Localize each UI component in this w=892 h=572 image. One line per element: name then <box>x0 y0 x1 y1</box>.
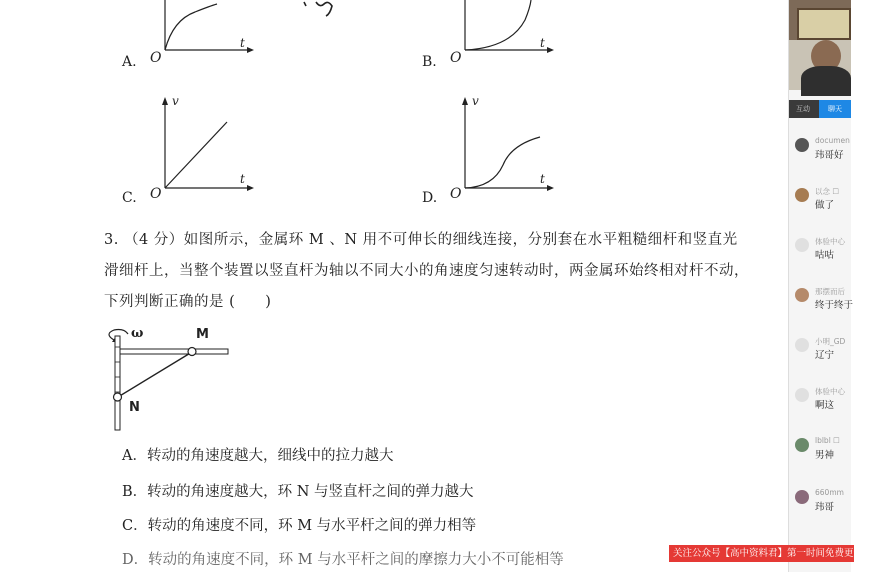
chat-message <box>791 234 851 274</box>
graph-d-label: D. <box>422 190 438 206</box>
graph-a-t-label: t <box>240 36 245 50</box>
figure-omega-label: ω <box>131 326 144 341</box>
choice-c: C．转动的角速度不同，环 M 与水平杆之间的弹力相等 <box>122 518 477 534</box>
avatar <box>795 288 809 302</box>
graph-b <box>455 0 555 60</box>
graph-b-origin: O <box>450 50 462 66</box>
graph-c-t-label: t <box>240 172 245 186</box>
graph-c-v-label: v <box>172 94 179 108</box>
panel-tabs <box>789 100 851 118</box>
tab-chat[interactable]: 聊天 <box>819 100 851 118</box>
chat-user: 体验中心 <box>815 237 845 246</box>
graph-d-origin: O <box>450 186 462 202</box>
chat-text: 做了 <box>815 200 835 211</box>
question-text-line1: 如图所示，金属环 M 、N 用不可伸长的细线连接，分别套在水平粗糙细杆和竖直光 <box>183 232 738 248</box>
teacher-video <box>789 0 851 90</box>
chat-text: 啊这 <box>815 400 835 411</box>
question-points: （4 分） <box>123 232 184 248</box>
chat-text: 咕咕 <box>815 250 835 261</box>
graph-a-label: A. <box>122 54 137 70</box>
chat-user: 小明_GD <box>815 337 846 346</box>
chat-user: 660mm <box>815 488 844 497</box>
avatar <box>795 188 809 202</box>
chat-message <box>791 284 854 324</box>
choice-d: D．转动的角速度不同，环 M 与水平杆之间的摩擦力大小不可能相等 <box>122 552 564 568</box>
graph-d-t-label: t <box>540 172 545 186</box>
question-3-line2: 滑细杆上，当整个装置以竖直杆为轴以不同大小的角速度匀速转动时，两金属环始终相对杆不动， <box>104 263 749 279</box>
chat-user: documen <box>815 136 850 145</box>
avatar <box>795 490 809 504</box>
graph-b-t-label: t <box>540 36 545 50</box>
chat-text: 终于终于 <box>815 300 854 311</box>
chat-message <box>791 434 851 474</box>
graph-a <box>155 0 255 60</box>
chat-message <box>791 184 851 224</box>
chat-text: 玮哥好 <box>815 150 844 161</box>
live-chat-panel <box>788 0 854 572</box>
chat-user: lblbl ☐ <box>815 436 840 445</box>
tab-interact[interactable]: 互动 <box>796 105 810 113</box>
choice-a: A．转动的角速度越大，细线中的拉力越大 <box>122 448 394 464</box>
question-3-line1 <box>104 225 738 255</box>
chat-message <box>791 334 851 374</box>
graph-c-origin: O <box>150 186 162 202</box>
chat-message <box>791 486 851 526</box>
chat-text: 辽宁 <box>815 350 835 361</box>
chat-text: 玮哥 <box>815 502 835 513</box>
rotating-rods-figure <box>100 322 240 432</box>
promo-banner[interactable]: 关注公众号【高中资料君】第一时间免费更新师题课 <box>669 545 854 562</box>
question-number: 3. <box>104 232 119 248</box>
graph-b-label: B. <box>422 54 437 70</box>
avatar <box>795 138 809 152</box>
graph-d-v-label: v <box>472 94 479 108</box>
avatar <box>795 338 809 352</box>
avatar <box>795 238 809 252</box>
chat-message <box>791 134 851 174</box>
chat-user: 以念 ☐ <box>815 187 840 196</box>
graph-c-label: C. <box>122 190 137 206</box>
avatar <box>795 438 809 452</box>
avatar <box>795 388 809 402</box>
choice-b: B．转动的角速度越大，环 N 与竖直杆之间的弹力越大 <box>122 484 474 500</box>
graph-a-origin: O <box>150 50 162 66</box>
pen-annotation <box>298 0 338 20</box>
chat-text: 男神 <box>815 450 835 461</box>
figure-m-label: M <box>196 327 209 342</box>
chat-message <box>791 384 851 424</box>
figure-n-label: N <box>129 400 140 415</box>
chat-user: 体验中心 <box>815 387 845 396</box>
chat-user: 那摆而后 <box>815 287 845 296</box>
question-3-line3: 下列判断正确的是 ( ) <box>104 294 272 310</box>
